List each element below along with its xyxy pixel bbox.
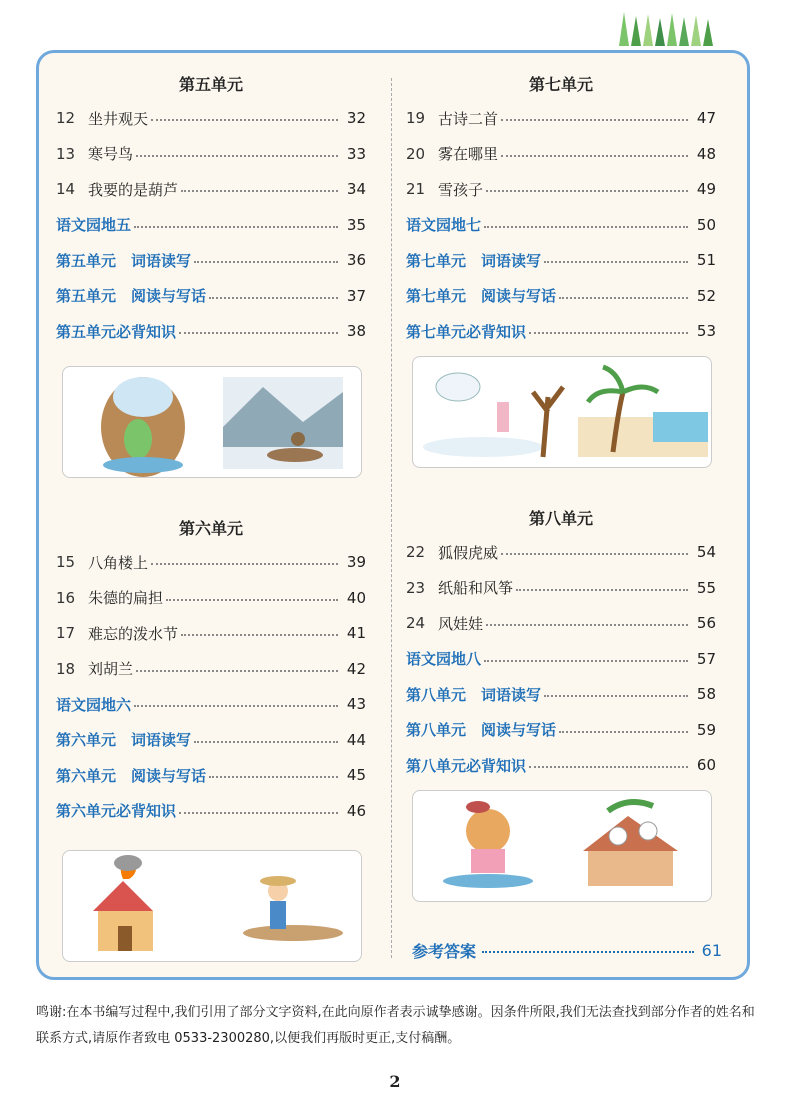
unit-title: 第六单元 (178, 519, 243, 538)
unit-five-section (56, 70, 366, 490)
unit-title: 第七单元 (528, 75, 593, 94)
leader-dots (136, 670, 338, 672)
page-ref: 54 (696, 543, 716, 561)
toc-entry[interactable] (56, 177, 366, 201)
toc-entry[interactable] (56, 621, 366, 645)
lesson-number: 12 (56, 109, 76, 127)
entry-title: 第七单元必背知识 (406, 322, 527, 341)
toc-entry[interactable] (56, 586, 366, 610)
entry-title: 第七单元 阅读与写话 (406, 287, 557, 305)
entry-title: 第六单元必背知识 (56, 802, 177, 820)
entry-title: 第五单元必背知识 (56, 322, 177, 341)
page-ref: 33 (346, 144, 366, 163)
leader-dots (181, 190, 338, 192)
page-ref: 45 (346, 766, 366, 784)
lesson-number: 22 (406, 543, 426, 561)
column-divider (391, 78, 392, 958)
toc-entry[interactable] (56, 728, 366, 752)
entry-title: 寒号鸟 (88, 145, 134, 163)
page-ref: 36 (346, 251, 366, 269)
toc-entry[interactable] (56, 213, 366, 237)
leader-dots (194, 741, 338, 743)
entry-title: 朱德的扁担 (88, 589, 164, 607)
toc-entry[interactable] (406, 248, 716, 272)
toc-entry[interactable] (406, 177, 716, 201)
page-ref: 53 (696, 322, 716, 340)
page-ref: 57 (696, 649, 716, 668)
lesson-number: 15 (56, 553, 76, 571)
page-ref: 34 (346, 180, 366, 198)
leader-dots (181, 634, 338, 636)
entry-title: 语文园地六 (56, 695, 132, 714)
leader-dots (501, 119, 688, 121)
answer-key-page: 61 (701, 940, 722, 960)
lesson-number: 24 (406, 614, 426, 632)
leader-dots (134, 226, 338, 228)
lesson-number: 13 (56, 144, 76, 163)
acknowledgement-text: 鸣谢:在本书编写过程中,我们引用了部分文字资料,在此向原作者表示诚挚感谢。因条件所限,我们无法查找到部分作者的姓名和联系方式,请原作者致电 0533-2300280,以便我们再版时更正,支付稿酬。 (36, 1005, 755, 1046)
leader-dots (484, 226, 688, 228)
lesson-number: 20 (406, 144, 426, 163)
page-ref: 60 (696, 756, 716, 774)
entry-title: 难忘的泼水节 (88, 624, 179, 643)
leader-dots (151, 119, 338, 121)
leader-dots (179, 332, 338, 334)
toc-entry[interactable] (406, 611, 716, 635)
lesson-number: 14 (56, 180, 76, 198)
page-ref: 56 (696, 614, 716, 632)
unit-title: 第五单元 (178, 75, 243, 94)
leader-dots (529, 766, 688, 768)
lesson-number: 17 (56, 624, 76, 642)
page-ref: 43 (346, 695, 366, 713)
toc-entry[interactable] (56, 106, 366, 130)
page-ref: 52 (696, 286, 716, 305)
entry-title: 刘胡兰 (88, 660, 134, 678)
page-ref: 38 (346, 322, 366, 340)
entry-title: 古诗二首 (438, 109, 499, 128)
page-ref: 37 (346, 286, 366, 305)
illustration-bear-rabbit-house (412, 790, 712, 902)
leader-dots (501, 155, 688, 157)
leader-dots (134, 705, 338, 707)
leader-dots (486, 190, 688, 192)
toc-entry[interactable] (56, 550, 366, 574)
entry-title: 雪孩子 (438, 180, 484, 199)
toc-entry[interactable] (406, 647, 716, 671)
toc-entry[interactable] (56, 319, 366, 343)
unit-six-section (56, 514, 366, 964)
leader-dots (166, 599, 338, 601)
page-ref: 51 (696, 251, 716, 269)
page-number: 2 (389, 1072, 401, 1091)
entry-title: 第六单元 词语读写 (56, 731, 192, 749)
illustration-frog-well-fisherman (62, 366, 362, 478)
lesson-number: 18 (56, 659, 76, 678)
leader-dots (482, 951, 694, 953)
page-ref: 49 (696, 180, 716, 198)
page-ref: 59 (696, 720, 716, 739)
leader-dots (559, 297, 688, 299)
unit-title: 第八单元 (528, 509, 593, 528)
leader-dots (179, 812, 338, 814)
toc-entry[interactable] (56, 692, 366, 716)
page-ref: 58 (696, 685, 716, 703)
page-ref: 39 (346, 553, 366, 571)
toc-entry[interactable] (406, 682, 716, 706)
page-ref: 48 (696, 144, 716, 163)
entry-title: 狐假虎威 (438, 543, 499, 562)
entry-title: 语文园地五 (56, 216, 132, 234)
page-ref: 55 (696, 578, 716, 597)
page-ref: 32 (346, 109, 366, 127)
page-ref: 46 (346, 801, 366, 820)
toc-entry[interactable] (56, 142, 366, 166)
leader-dots (194, 261, 338, 263)
toc-entry[interactable] (406, 753, 716, 777)
leader-dots (544, 695, 688, 697)
page-ref: 35 (346, 215, 366, 234)
entry-title: 雾在哪里 (438, 145, 499, 163)
toc-entry[interactable] (406, 540, 716, 564)
tree-decoration (614, 8, 714, 48)
leader-dots (151, 563, 338, 565)
entry-title: 第五单元 词语读写 (56, 251, 192, 270)
lesson-number: 19 (406, 109, 426, 127)
leader-dots (484, 660, 688, 662)
page-ref: 41 (346, 624, 366, 642)
entry-title: 第五单元 阅读与写话 (56, 287, 207, 305)
page-ref: 40 (346, 588, 366, 607)
entry-title: 坐井观天 (88, 109, 149, 128)
page-ref: 44 (346, 730, 366, 749)
page-ref: 47 (696, 109, 716, 127)
toc-entry[interactable] (56, 657, 366, 681)
unit-eight-section (406, 504, 716, 924)
leader-dots (136, 155, 338, 157)
leader-dots (529, 332, 688, 334)
leader-dots (486, 624, 688, 626)
page-ref: 50 (696, 215, 716, 234)
entry-title: 语文园地八 (406, 650, 482, 668)
toc-entry[interactable] (56, 284, 366, 308)
entry-title: 风娃娃 (438, 614, 484, 633)
toc-entry[interactable] (406, 142, 716, 166)
leader-dots (209, 297, 338, 299)
entry-title: 第八单元必背知识 (406, 756, 527, 775)
leader-dots (209, 776, 338, 778)
toc-entry[interactable] (56, 799, 366, 823)
toc-entry[interactable] (406, 106, 716, 130)
leader-dots (559, 731, 688, 733)
entry-title: 语文园地七 (406, 216, 482, 234)
entry-title: 我要的是葫芦 (88, 180, 179, 199)
lesson-number: 16 (56, 588, 76, 607)
toc-entry[interactable] (406, 718, 716, 742)
leader-dots (544, 261, 688, 263)
toc-entry[interactable] (406, 284, 716, 308)
entry-title: 第八单元 阅读与写话 (406, 721, 557, 739)
toc-entry[interactable] (406, 213, 716, 237)
answer-key-title: 参考答案 (412, 941, 477, 961)
entry-title: 第八单元 词语读写 (406, 685, 542, 704)
lesson-number: 23 (406, 578, 426, 597)
entry-title: 第六单元 阅读与写话 (56, 766, 207, 785)
leader-dots (501, 553, 688, 555)
answer-key-entry[interactable] (412, 938, 722, 962)
leader-dots (516, 589, 688, 591)
toc-entry[interactable] (406, 576, 716, 600)
illustration-snow-palm-beach (412, 356, 712, 468)
entry-title: 纸船和风筝 (438, 579, 514, 597)
unit-seven-section (406, 70, 716, 490)
lesson-number: 21 (406, 180, 426, 198)
illustration-burning-house-boat (62, 850, 362, 962)
toc-entry[interactable] (56, 763, 366, 787)
toc-entry[interactable] (406, 319, 716, 343)
toc-entry[interactable] (56, 248, 366, 272)
entry-title: 第七单元 词语读写 (406, 251, 542, 270)
page-ref: 42 (346, 659, 366, 678)
entry-title: 八角楼上 (88, 553, 149, 572)
